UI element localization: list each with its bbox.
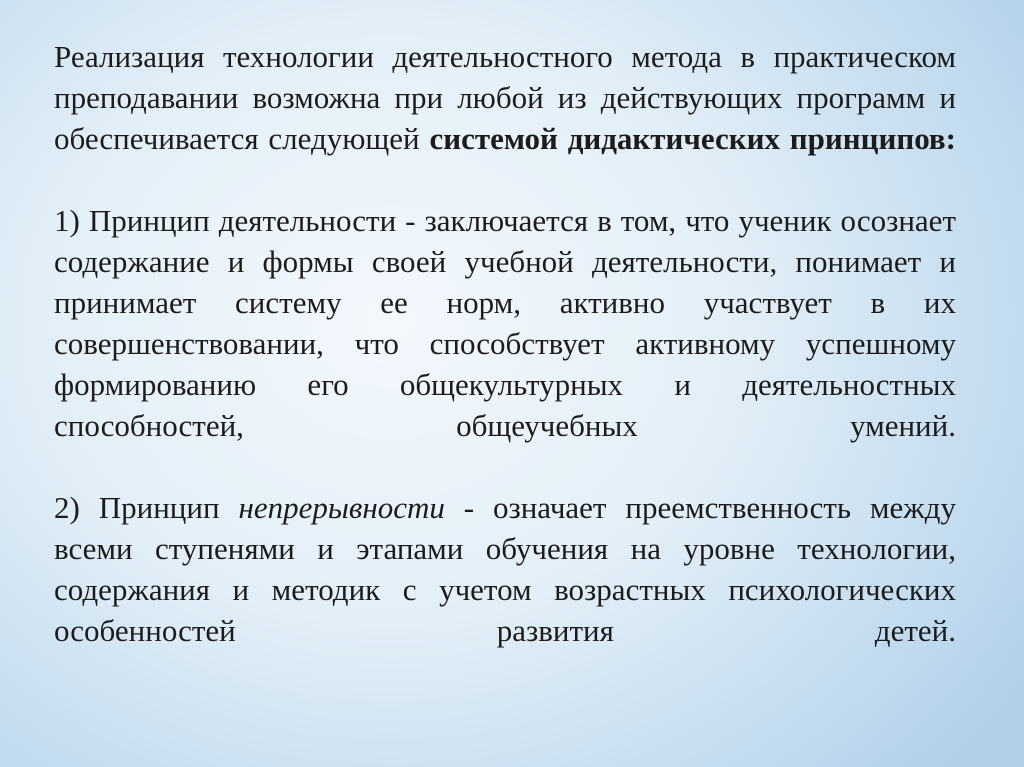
principle-1-text: 1) Принцип деятельности - заключается в том, что ученик осознает содержание и формы своей учебной деятельности, понимает и принимает систему ее норм, активно участвует в их совершенствовании, что способствует активному успешному формированию его общекультурных и деятельностных способностей, общеучебных умений. bbox=[54, 203, 956, 443]
intro-text: Реализация технологии деятельностного метода в практическом преподавании возможна при любой из действующих программ и обеспечивается следующей bbox=[54, 39, 956, 156]
principle-2-prefix: 2) Принцип bbox=[54, 490, 220, 525]
principle-2-term: непрерывности bbox=[238, 490, 445, 525]
slide-body bbox=[54, 36, 956, 651]
paragraph-gap bbox=[54, 159, 956, 200]
principle-1-paragraph bbox=[54, 200, 956, 446]
principle-2-text: - означает преемственность между всеми ступенями и этапами обучения на уровне технологии, содержания и методик с учетом возрастных психологических особенностей развития детей. bbox=[54, 490, 956, 648]
intro-bold-text: системой дидактических принципов: bbox=[429, 121, 956, 156]
intro-paragraph bbox=[54, 36, 956, 159]
principle-2-paragraph bbox=[54, 487, 956, 651]
paragraph-gap bbox=[54, 446, 956, 487]
